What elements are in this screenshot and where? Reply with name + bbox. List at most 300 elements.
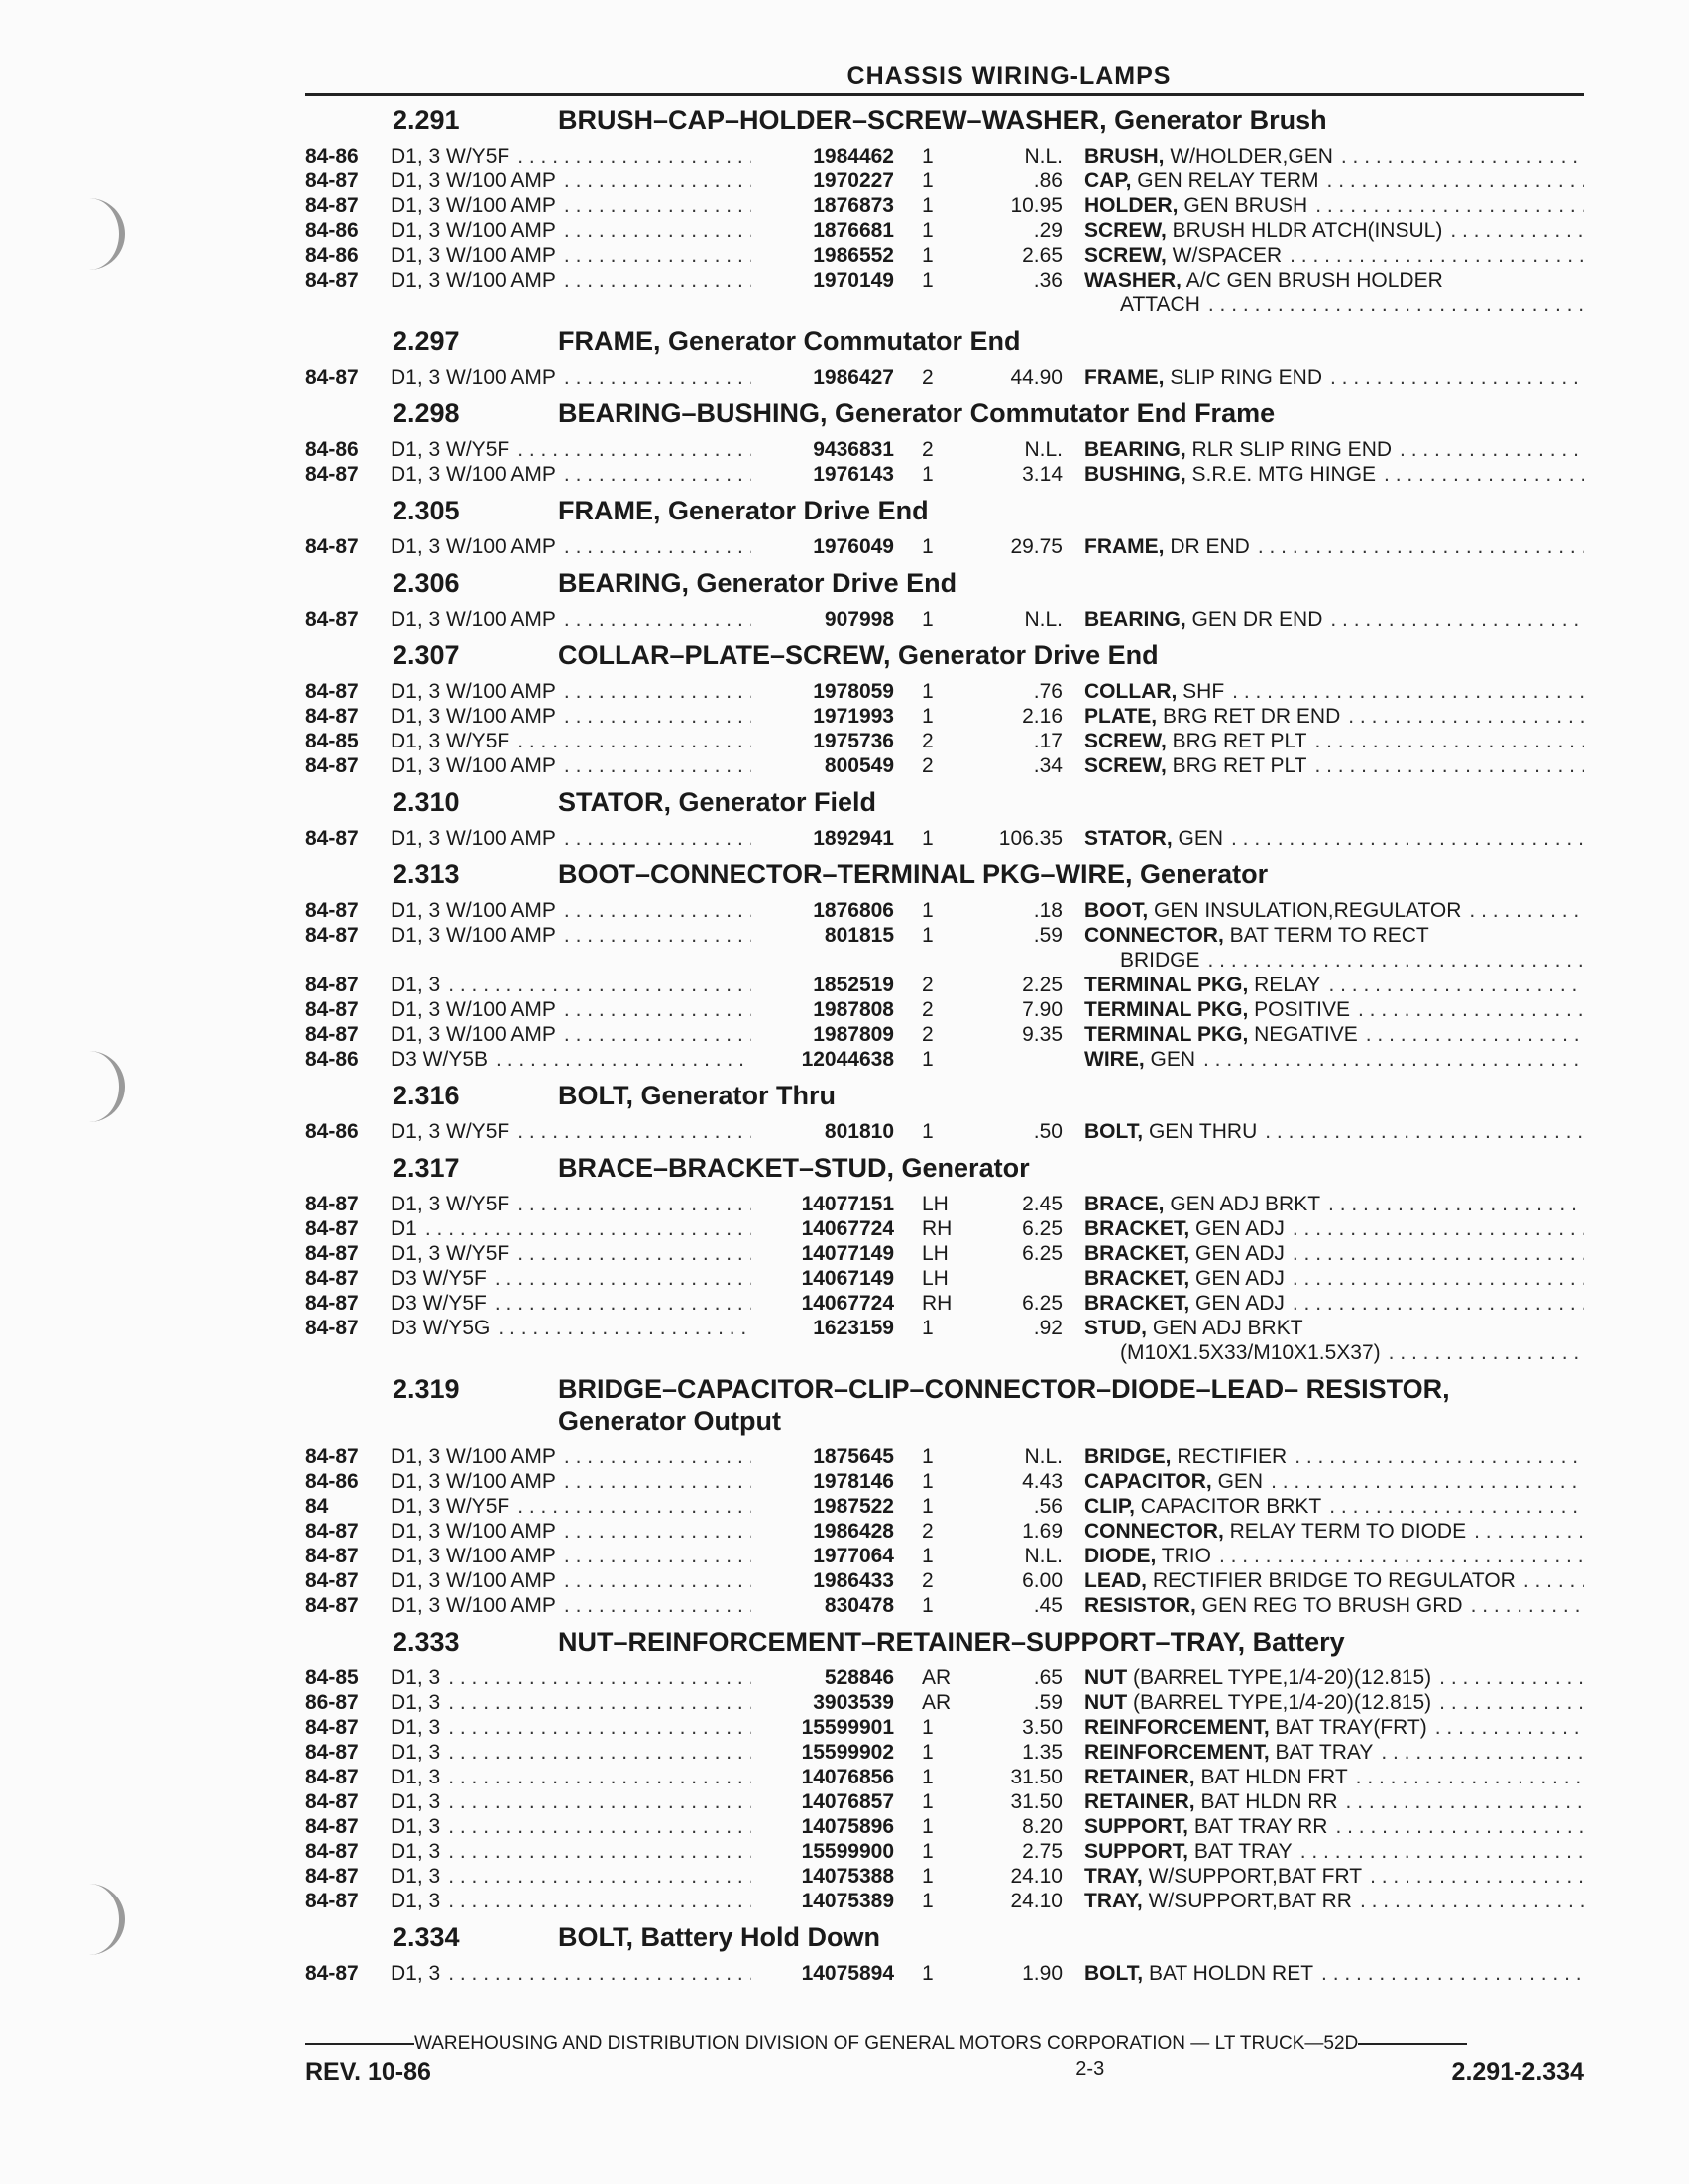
price: N.L. bbox=[1024, 438, 1063, 461]
description-text bbox=[1084, 704, 1340, 729]
application bbox=[391, 1216, 751, 1241]
part-number: 12044638 bbox=[801, 1048, 894, 1071]
part-detail: GEN ADJ bbox=[1189, 1242, 1285, 1265]
section-range: 2.291-2.334 bbox=[1451, 2058, 1584, 2086]
part-noun: TERMINAL PKG, bbox=[1084, 1023, 1249, 1046]
application-text: D1, 3 bbox=[391, 1766, 441, 1788]
leader-dots bbox=[487, 1266, 751, 1291]
leader-dots bbox=[490, 1316, 751, 1340]
part-row bbox=[305, 898, 1584, 923]
description bbox=[1063, 1266, 1584, 1291]
quantity: LH bbox=[922, 1267, 949, 1290]
leader-dots bbox=[1320, 1192, 1584, 1216]
leader-dots bbox=[1431, 1690, 1584, 1715]
spacer bbox=[305, 1340, 391, 1365]
application-text: D1, 3 W/100 AMP bbox=[391, 827, 556, 850]
section-heading bbox=[305, 567, 1584, 599]
leader-dots bbox=[440, 1864, 751, 1889]
section-number: 2.316 bbox=[393, 1081, 460, 1110]
part-number: 14067724 bbox=[801, 1292, 894, 1315]
part-noun: RETAINER, bbox=[1084, 1766, 1195, 1788]
model-years: 84-87 bbox=[305, 463, 359, 486]
description bbox=[1063, 1291, 1584, 1316]
leader-dots bbox=[1200, 292, 1584, 317]
application bbox=[391, 1047, 751, 1072]
catalog-page bbox=[305, 59, 1584, 1986]
model-years: 84-87 bbox=[305, 924, 359, 947]
application bbox=[391, 1469, 751, 1494]
section-title-wrap bbox=[558, 495, 1584, 526]
description-continued-text: ATTACH bbox=[1120, 293, 1200, 316]
quantity: 1 bbox=[922, 1545, 934, 1567]
section-title-wrap bbox=[558, 1152, 1584, 1184]
section-number: 2.307 bbox=[393, 640, 460, 670]
part-detail: BAT TRAY(FRT) bbox=[1269, 1716, 1427, 1739]
section-block bbox=[305, 325, 1584, 390]
part-detail: GEN bbox=[1211, 1470, 1264, 1493]
description bbox=[1063, 1740, 1584, 1765]
quantity: 1 bbox=[922, 535, 934, 558]
application bbox=[391, 193, 751, 218]
description bbox=[1063, 462, 1584, 487]
part-number: 1976143 bbox=[813, 463, 894, 486]
part-detail: GEN RELAY TERM bbox=[1131, 170, 1319, 192]
description bbox=[1063, 169, 1584, 193]
section-heading bbox=[305, 1921, 1584, 1953]
quantity: 2 bbox=[922, 1023, 934, 1046]
part-number: 1623159 bbox=[813, 1317, 894, 1339]
model-years: 84-86 bbox=[305, 438, 359, 461]
spacer bbox=[894, 1340, 971, 1365]
price: 2.16 bbox=[1022, 705, 1063, 728]
quantity: 1 bbox=[922, 827, 934, 850]
leader-dots bbox=[509, 1192, 751, 1216]
model-years: 84-87 bbox=[305, 1267, 359, 1290]
binder-hole-middle bbox=[79, 1051, 125, 1122]
model-years: 84-87 bbox=[305, 366, 359, 389]
section-number: 2.291 bbox=[393, 105, 460, 135]
part-detail: TRIO bbox=[1156, 1545, 1211, 1567]
page-footer bbox=[305, 2032, 1584, 2087]
part-number: 800549 bbox=[824, 754, 894, 777]
part-number: 1971993 bbox=[813, 705, 894, 728]
section-heading bbox=[305, 859, 1584, 890]
description bbox=[1063, 997, 1584, 1022]
part-detail: W/SUPPORT,BAT RR bbox=[1142, 1890, 1352, 1912]
model-years: 84-87 bbox=[305, 1890, 359, 1912]
description-text bbox=[1084, 1494, 1321, 1519]
description-text bbox=[1084, 679, 1224, 704]
part-noun: SUPPORT, bbox=[1084, 1840, 1189, 1863]
leader-dots bbox=[556, 193, 751, 218]
price: .65 bbox=[1033, 1667, 1063, 1689]
part-number: 1977064 bbox=[813, 1545, 894, 1567]
leader-dots bbox=[1350, 997, 1584, 1022]
description-text bbox=[1084, 1839, 1293, 1864]
leader-dots bbox=[1223, 826, 1584, 851]
section-block bbox=[305, 1152, 1584, 1365]
price bbox=[971, 1266, 1063, 1291]
model-years: 84-86 bbox=[305, 219, 359, 242]
application-text: D1, 3 bbox=[391, 1716, 441, 1739]
quantity: 1 bbox=[922, 1815, 934, 1838]
model-years: 84-85 bbox=[305, 730, 359, 752]
leader-dots bbox=[1340, 704, 1584, 729]
price: 6.25 bbox=[1022, 1292, 1063, 1315]
quantity: 2 bbox=[922, 366, 934, 389]
description bbox=[1063, 1864, 1584, 1889]
description bbox=[1063, 1715, 1584, 1740]
part-noun: REINFORCEMENT, bbox=[1084, 1716, 1270, 1739]
section-title: BOLT, Generator Thru bbox=[558, 1081, 837, 1110]
footer-row bbox=[305, 2058, 1584, 2087]
application bbox=[391, 826, 751, 851]
part-detail: GEN bbox=[1172, 827, 1224, 850]
application-text: D1, 3 W/100 AMP bbox=[391, 899, 556, 922]
part-row bbox=[305, 679, 1584, 704]
leader-dots bbox=[1392, 437, 1584, 462]
footer-division-text: WAREHOUSING AND DISTRIBUTION DIVISION OF GENERAL MOTORS CORPORATION — LT TRUCK—52D bbox=[414, 2033, 1359, 2054]
part-row bbox=[305, 365, 1584, 390]
application-text: D1, 3 W/Y5F bbox=[391, 145, 510, 168]
application bbox=[391, 534, 751, 559]
description bbox=[1063, 1216, 1584, 1241]
part-row bbox=[305, 218, 1584, 243]
model-years: 84-86 bbox=[305, 1120, 359, 1143]
quantity: 2 bbox=[922, 974, 934, 996]
description-text bbox=[1084, 243, 1282, 268]
section-title-wrap bbox=[558, 567, 1584, 599]
section-heading bbox=[305, 1626, 1584, 1658]
leader-dots bbox=[556, 218, 751, 243]
model-years: 84-87 bbox=[305, 1569, 359, 1592]
description bbox=[1063, 1839, 1584, 1864]
leader-dots bbox=[440, 1765, 751, 1789]
leader-dots bbox=[556, 826, 751, 851]
application-text: D1, 3 W/Y5F bbox=[391, 1120, 510, 1143]
application-text: D1, 3 bbox=[391, 1840, 441, 1863]
price: 24.10 bbox=[1010, 1890, 1063, 1912]
part-number: 1986427 bbox=[813, 366, 894, 389]
section-block bbox=[305, 639, 1584, 778]
leader-dots bbox=[509, 144, 751, 169]
description-text bbox=[1084, 1444, 1287, 1469]
application-text: D1, 3 W/100 AMP bbox=[391, 754, 556, 777]
spacer bbox=[971, 1340, 1063, 1365]
description-text bbox=[1084, 462, 1376, 487]
application-text: D1, 3 W/Y5F bbox=[391, 438, 510, 461]
application bbox=[391, 1593, 751, 1618]
application-text: D1, 3 bbox=[391, 1962, 441, 1985]
application bbox=[391, 1544, 751, 1568]
part-row bbox=[305, 1961, 1584, 1986]
application bbox=[391, 1740, 751, 1765]
part-number: 1852519 bbox=[813, 974, 894, 996]
section-number: 2.319 bbox=[393, 1374, 460, 1404]
description-text bbox=[1084, 1316, 1303, 1340]
description-text bbox=[1084, 1961, 1313, 1986]
description bbox=[1063, 1765, 1584, 1789]
quantity: 1 bbox=[922, 244, 934, 267]
section-title: BOLT, Battery Hold Down bbox=[558, 1922, 881, 1952]
leader-dots bbox=[1461, 898, 1584, 923]
leader-dots bbox=[417, 1216, 751, 1241]
leader-dots bbox=[1352, 1889, 1584, 1913]
application-text: D1, 3 W/100 AMP bbox=[391, 1470, 556, 1493]
part-number: 1876806 bbox=[813, 899, 894, 922]
application-text: D1, 3 W/100 AMP bbox=[391, 1520, 556, 1543]
application-text: D1 bbox=[391, 1217, 417, 1240]
quantity: 1 bbox=[922, 680, 934, 703]
part-row-continued bbox=[305, 948, 1584, 973]
part-detail: BAT HLDN RR bbox=[1194, 1790, 1338, 1813]
leader-dots bbox=[1285, 1216, 1584, 1241]
section-heading bbox=[305, 639, 1584, 671]
price: 31.50 bbox=[1010, 1766, 1063, 1788]
model-years: 84-87 bbox=[305, 1840, 359, 1863]
leader-dots bbox=[440, 1889, 751, 1913]
leader-dots bbox=[1466, 1519, 1584, 1544]
description-text bbox=[1084, 1864, 1362, 1889]
section-block bbox=[305, 1373, 1584, 1618]
model-years: 86-87 bbox=[305, 1691, 359, 1714]
leader-dots bbox=[556, 268, 751, 292]
part-detail: BAT HOLDN RET bbox=[1143, 1962, 1314, 1985]
section-block bbox=[305, 1921, 1584, 1986]
part-number: 907998 bbox=[824, 608, 894, 631]
section-title-wrap bbox=[558, 639, 1584, 671]
page-title: CHASSIS WIRING-LAMPS bbox=[846, 62, 1172, 90]
part-row bbox=[305, 1690, 1584, 1715]
leader-dots bbox=[488, 1047, 751, 1072]
part-row bbox=[305, 607, 1584, 632]
price: 106.35 bbox=[998, 827, 1063, 850]
price: 8.20 bbox=[1022, 1815, 1063, 1838]
part-noun: BRACE, bbox=[1084, 1193, 1165, 1215]
application bbox=[391, 1192, 751, 1216]
leader-dots bbox=[1333, 144, 1584, 169]
section-block bbox=[305, 786, 1584, 851]
spacer bbox=[391, 948, 751, 973]
leader-dots bbox=[1224, 679, 1584, 704]
application bbox=[391, 1715, 751, 1740]
spacer bbox=[894, 948, 971, 973]
model-years: 84-87 bbox=[305, 899, 359, 922]
part-detail: BAT TRAY RR bbox=[1188, 1815, 1328, 1838]
part-row bbox=[305, 1241, 1584, 1266]
application bbox=[391, 679, 751, 704]
part-number: 801810 bbox=[824, 1120, 894, 1143]
application-text: D1, 3 W/100 AMP bbox=[391, 269, 556, 291]
footer-rule-right bbox=[1358, 2043, 1467, 2045]
application bbox=[391, 1241, 751, 1266]
section-title-wrap bbox=[558, 1080, 1584, 1111]
section-title-wrap bbox=[558, 325, 1584, 357]
leader-dots bbox=[509, 729, 751, 753]
leader-dots bbox=[1373, 1740, 1584, 1765]
section-title: BRIDGE–CAPACITOR–CLIP–CONNECTOR–DIODE–LEAD– RESISTOR, bbox=[558, 1374, 1450, 1404]
application bbox=[391, 1119, 751, 1144]
description bbox=[1063, 753, 1584, 778]
part-noun: TRAY, bbox=[1084, 1865, 1143, 1888]
part-detail: RECTIFIER BRIDGE TO REGULATOR bbox=[1147, 1569, 1516, 1592]
description bbox=[1063, 1047, 1584, 1072]
application-text: D1, 3 bbox=[391, 1815, 441, 1838]
leader-dots bbox=[1257, 1119, 1584, 1144]
part-detail: GEN REG TO BRUSH GRD bbox=[1195, 1594, 1463, 1617]
application bbox=[391, 1494, 751, 1519]
quantity: RH bbox=[922, 1292, 953, 1315]
part-number: 14077149 bbox=[801, 1242, 894, 1265]
application-text: D1, 3 W/100 AMP bbox=[391, 1445, 556, 1468]
part-detail: GEN THRU bbox=[1143, 1120, 1258, 1143]
application-text: D1, 3 W/100 AMP bbox=[391, 1594, 556, 1617]
description-text bbox=[1084, 1814, 1327, 1839]
leader-dots bbox=[1348, 1765, 1584, 1789]
description-text bbox=[1084, 1241, 1285, 1266]
model-years: 84-87 bbox=[305, 1193, 359, 1215]
application bbox=[391, 1864, 751, 1889]
model-years: 84-87 bbox=[305, 754, 359, 777]
part-number: 3903539 bbox=[813, 1691, 894, 1714]
binder-hole-bottom bbox=[79, 1884, 125, 1955]
footer-division-line bbox=[305, 2032, 1584, 2056]
application bbox=[391, 1765, 751, 1789]
section-number: 2.333 bbox=[393, 1627, 460, 1657]
section-heading bbox=[305, 1080, 1584, 1111]
section-title-wrap bbox=[558, 859, 1584, 890]
description bbox=[1063, 437, 1584, 462]
section-title: FRAME, Generator Commutator End bbox=[558, 326, 1021, 356]
price: .50 bbox=[1033, 1120, 1063, 1143]
section-title-wrap bbox=[558, 1921, 1584, 1953]
part-row bbox=[305, 1519, 1584, 1544]
description-text bbox=[1084, 1690, 1431, 1715]
model-years: 84-87 bbox=[305, 1741, 359, 1764]
leader-dots bbox=[556, 1568, 751, 1593]
description-text bbox=[1084, 193, 1307, 218]
part-number: 1986433 bbox=[813, 1569, 894, 1592]
part-noun: BEARING, bbox=[1084, 608, 1186, 631]
part-detail: GEN ADJ bbox=[1189, 1292, 1285, 1315]
spacer bbox=[751, 1340, 894, 1365]
model-years: 84-87 bbox=[305, 170, 359, 192]
price: 9.35 bbox=[1022, 1023, 1063, 1046]
description-text bbox=[1084, 268, 1443, 292]
description-text bbox=[1084, 1593, 1463, 1618]
leader-dots bbox=[1327, 1814, 1584, 1839]
model-years: 84-87 bbox=[305, 827, 359, 850]
section-block bbox=[305, 859, 1584, 1072]
leader-dots bbox=[509, 1494, 751, 1519]
price: N.L. bbox=[1024, 608, 1063, 631]
description-text bbox=[1084, 1519, 1466, 1544]
application bbox=[391, 729, 751, 753]
application-text: D1, 3 W/100 AMP bbox=[391, 1545, 556, 1567]
price: .86 bbox=[1033, 170, 1063, 192]
part-noun: WIRE, bbox=[1084, 1048, 1145, 1071]
price: .34 bbox=[1033, 754, 1063, 777]
part-row bbox=[305, 243, 1584, 268]
description-text bbox=[1084, 1119, 1257, 1144]
section-number: 2.305 bbox=[393, 496, 460, 525]
description bbox=[1063, 365, 1584, 390]
description-text bbox=[1084, 729, 1306, 753]
spacer bbox=[751, 948, 894, 973]
part-noun: BRACKET, bbox=[1084, 1242, 1190, 1265]
application bbox=[391, 997, 751, 1022]
application bbox=[391, 1291, 751, 1316]
part-row bbox=[305, 462, 1584, 487]
part-detail: BRG RET PLT bbox=[1166, 754, 1307, 777]
application bbox=[391, 1889, 751, 1913]
description bbox=[1063, 1119, 1584, 1144]
model-years: 84-86 bbox=[305, 1470, 359, 1493]
description bbox=[1063, 1192, 1584, 1216]
quantity: 1 bbox=[922, 463, 934, 486]
section-title-wrap bbox=[558, 104, 1584, 136]
part-row bbox=[305, 997, 1584, 1022]
part-row-continued bbox=[305, 1340, 1584, 1365]
application-text: D1, 3 W/100 AMP bbox=[391, 244, 556, 267]
leader-dots bbox=[1307, 193, 1584, 218]
application bbox=[391, 1266, 751, 1291]
application-text: D1, 3 W/100 AMP bbox=[391, 194, 556, 217]
part-detail: BRG RET DR END bbox=[1157, 705, 1341, 728]
quantity: 1 bbox=[922, 1741, 934, 1764]
model-years: 84-87 bbox=[305, 1865, 359, 1888]
application-text: D1, 3 W/Y5F bbox=[391, 730, 510, 752]
part-detail: GEN DR END bbox=[1185, 608, 1323, 631]
part-number: 14075896 bbox=[801, 1815, 894, 1838]
price: .92 bbox=[1033, 1317, 1063, 1339]
part-noun: SCREW, bbox=[1084, 244, 1167, 267]
part-row bbox=[305, 1666, 1584, 1690]
quantity: 1 bbox=[922, 1445, 934, 1468]
price: 31.50 bbox=[1010, 1790, 1063, 1813]
part-detail: CAPACITOR BRKT bbox=[1134, 1495, 1322, 1518]
description-continued-text: BRIDGE bbox=[1120, 949, 1200, 972]
leader-dots bbox=[1285, 1266, 1584, 1291]
section-title: BOOT–CONNECTOR–TERMINAL PKG–WIRE, Generator bbox=[558, 860, 1269, 889]
description-text bbox=[1084, 1469, 1263, 1494]
description-text bbox=[1084, 1666, 1431, 1690]
part-row bbox=[305, 826, 1584, 851]
description bbox=[1063, 1789, 1584, 1814]
part-number: 1986428 bbox=[813, 1520, 894, 1543]
section-heading bbox=[305, 495, 1584, 526]
price: 24.10 bbox=[1010, 1865, 1063, 1888]
application bbox=[391, 923, 751, 948]
part-noun: CONNECTOR, bbox=[1084, 924, 1224, 947]
part-detail: GEN ADJ BRKT bbox=[1147, 1317, 1303, 1339]
leader-dots bbox=[487, 1291, 751, 1316]
description-text bbox=[1084, 1715, 1427, 1740]
model-years: 84-87 bbox=[305, 1766, 359, 1788]
model-years: 84-87 bbox=[305, 680, 359, 703]
part-noun: BOOT, bbox=[1084, 899, 1149, 922]
description bbox=[1063, 1961, 1584, 1986]
leader-dots bbox=[556, 169, 751, 193]
description bbox=[1063, 1568, 1584, 1593]
quantity: 1 bbox=[922, 1594, 934, 1617]
part-detail: (BARREL TYPE,1/4-20)(12.815) bbox=[1127, 1691, 1432, 1714]
leader-dots bbox=[556, 753, 751, 778]
description-text bbox=[1084, 1047, 1195, 1072]
price: 6.25 bbox=[1022, 1217, 1063, 1240]
part-row bbox=[305, 1119, 1584, 1144]
part-row bbox=[305, 729, 1584, 753]
